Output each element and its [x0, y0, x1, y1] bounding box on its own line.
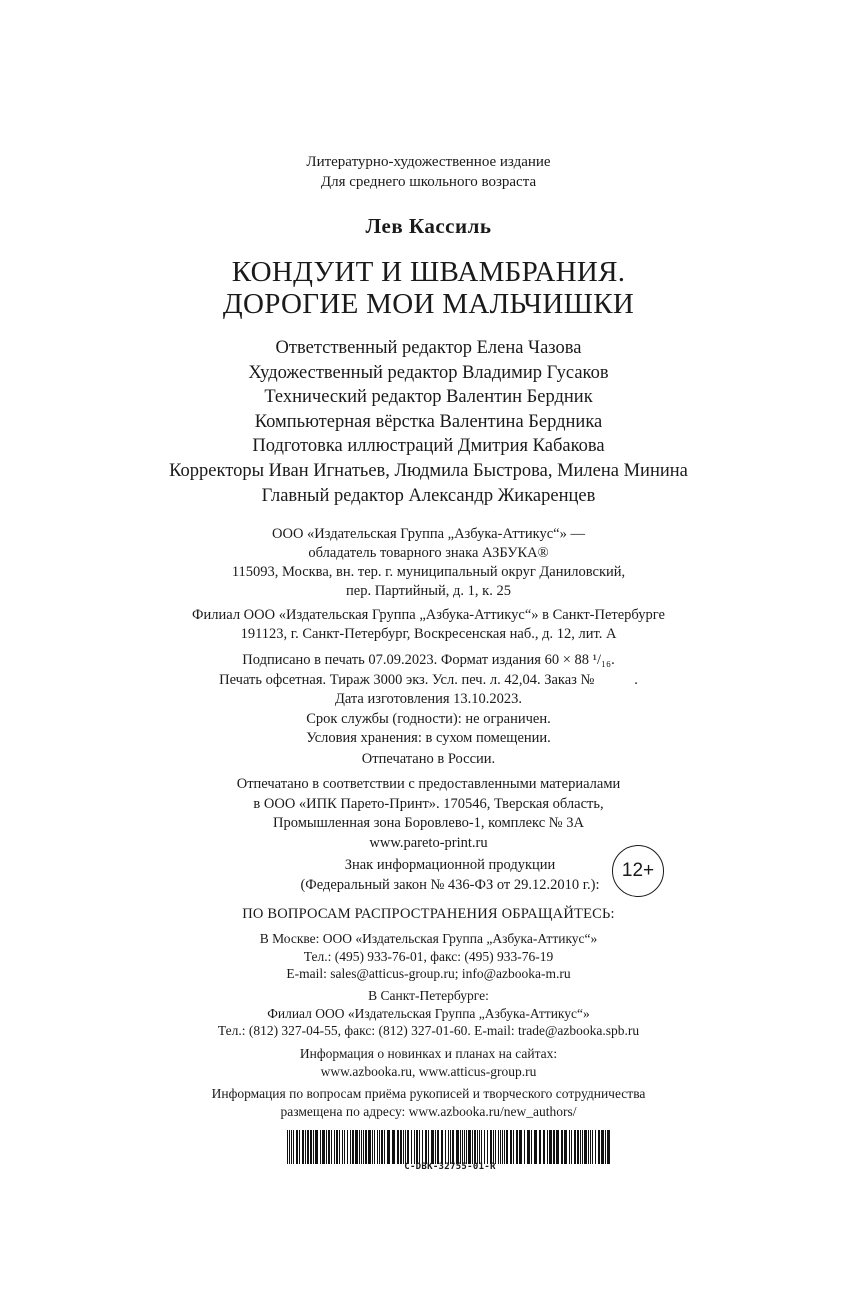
credit-line: Художественный редактор Владимир Гусаков: [248, 362, 609, 383]
contact-email-line[interactable]: E-mail: sales@atticus-group.ru; info@azbooka-m.ru: [286, 966, 571, 981]
credit-line: Технический редактор Валентин Бердник: [264, 387, 593, 408]
moscow-contacts: [0, 930, 857, 983]
branch-line: 191123, г. Санкт-Петербург, Воскресенская наб., д. 12, лит. А: [240, 626, 617, 642]
contact-line: Тел.: (495) 933-76-01, факс: (495) 933-76-19: [303, 948, 554, 964]
printer-line: Промышленная зона Боровлево-1, комплекс № 3А: [273, 815, 584, 831]
printer-line: Отпечатано в соответствии с предоставленными материалами: [236, 776, 621, 792]
authors-info: [0, 1085, 857, 1120]
spb-contacts: [0, 987, 857, 1040]
credit-line: Компьютерная вёрстка Валентина Бердника: [254, 411, 603, 432]
credit-line: Корректоры Иван Игнатьев, Людмила Быстрова, Милена Минина: [169, 460, 688, 481]
contact-line: В Санкт-Петербурге:: [368, 988, 489, 1003]
age-rating-badge: 12+: [612, 845, 664, 897]
genre-block: [0, 152, 857, 192]
publisher-line: обладатель товарного знака АЗБУКА®: [308, 545, 549, 561]
printed-in-country: Отпечатано в России.: [361, 751, 496, 767]
print-info-line: Дата изготовления 13.10.2023.: [334, 691, 523, 707]
contact-line: Филиал ООО «Издательская Группа „Азбука-Аттикус“»: [267, 1005, 590, 1021]
contact-email-line[interactable]: Тел.: (812) 327-04-55, факс: (812) 327-01-60. E-mail: trade@azbooka.spb.ru: [217, 1023, 640, 1038]
book-title: [0, 256, 857, 320]
publisher-block: [0, 525, 857, 601]
sites-links[interactable]: www.azbooka.ru, www.atticus-group.ru: [320, 1063, 537, 1079]
credit-line: Ответственный редактор Елена Чазова: [275, 338, 582, 358]
credit-line: Подготовка иллюстраций Дмитрия Кабакова: [252, 436, 605, 457]
sites-line: Информация о новинках и планах на сайтах:: [299, 1046, 558, 1061]
distribution-heading: ПО ВОПРОСАМ РАСПРОСТРАНЕНИЯ ОБРАЩАЙТЕСЬ:: [242, 906, 615, 922]
print-info-line: Подписано в печать 07.09.2023. Формат издания 60 × 88 ¹/₁₆.: [242, 652, 615, 668]
barcode-icon: [287, 1130, 613, 1164]
info-sign-line: Знак информационной продукции: [344, 857, 556, 873]
publisher-line: пер. Партийный, д. 1, к. 25: [346, 583, 511, 599]
print-info-line: Печать офсетная. Тираж 3000 экз. Усл. печ. л. 42,04. Заказ № .: [219, 671, 638, 688]
genre-line: Литературно-художественное издание: [306, 154, 551, 170]
barcode-code: C-DBK-32755-01-R: [404, 1162, 496, 1172]
book-title-line-1: КОНДУИТ И ШВАМБРАНИЯ.: [231, 256, 626, 288]
printer-block: [0, 775, 857, 853]
print-info-block: [0, 651, 857, 749]
branch-block: [0, 606, 857, 644]
printer-line: в ООО «ИПК Парето-Принт». 170546, Тверская область,: [253, 795, 604, 812]
sites-info: [0, 1045, 857, 1080]
age-group-line: Для среднего школьного возраста: [320, 174, 537, 190]
print-info-line: Срок службы (годности): не ограничен.: [306, 710, 551, 727]
info-sign-line: (Федеральный закон № 436-ФЗ от 29.12.2010 г.):: [300, 876, 600, 893]
print-info-line: Условия хранения: в сухом помещении.: [306, 730, 551, 746]
credits-list: [0, 336, 857, 508]
publisher-line: ООО «Издательская Группа „Азбука-Аттикус“» —: [272, 526, 585, 542]
book-title-line-2: ДОРОГИЕ МОИ МАЛЬЧИШКИ: [222, 288, 635, 320]
authors-line: Информация по вопросам приёма рукописей и творческого сотрудничества: [211, 1086, 646, 1101]
author-name: Лев Кассиль: [365, 214, 492, 238]
authors-link-line[interactable]: размещена по адресу: www.azbooka.ru/new_authors/: [280, 1103, 577, 1119]
branch-line: Филиал ООО «Издательская Группа „Азбука-Аттикус“» в Санкт-Петербурге: [192, 607, 665, 623]
credit-line: Главный редактор Александр Жикаренцев: [261, 485, 596, 506]
contact-line: В Москве: ООО «Издательская Группа „Азбука-Аттикус“»: [259, 931, 598, 946]
publisher-line: 115093, Москва, вн. тер. г. муниципальный округ Даниловский,: [231, 564, 626, 580]
printer-website-link[interactable]: www.pareto-print.ru: [369, 834, 488, 851]
